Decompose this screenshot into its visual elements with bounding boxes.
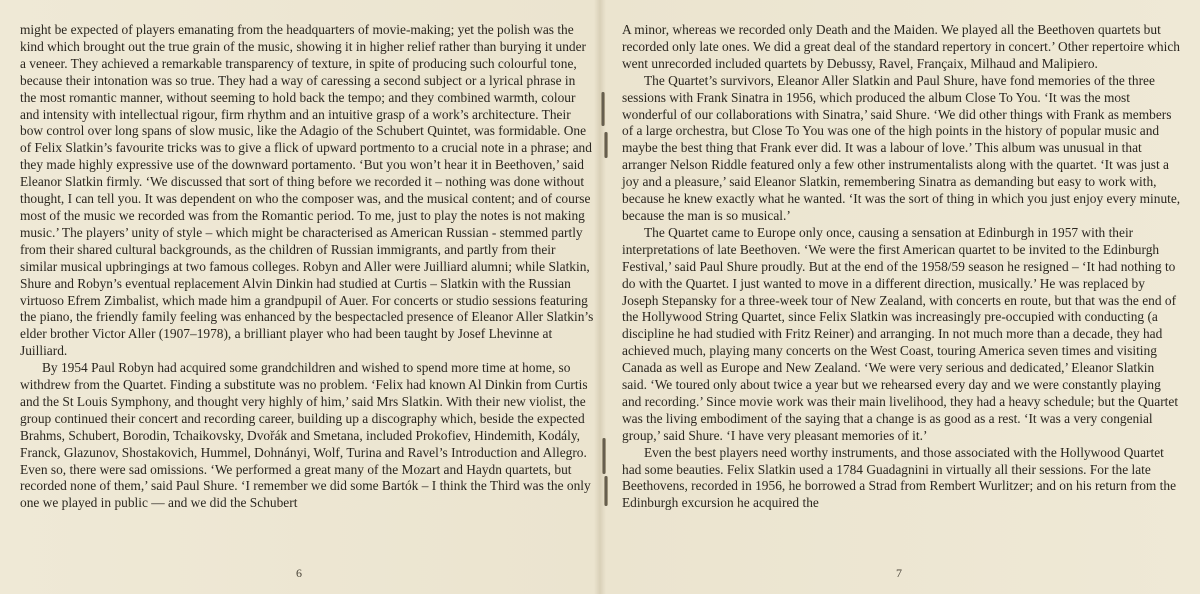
staple-mark <box>604 476 608 506</box>
left-page-text <box>20 22 594 512</box>
paragraph: By 1954 Paul Robyn had acquired some grandchildren and wished to spend more time at home, so withdrew from the Quartet. Finding a substitute was no problem. ‘Felix had known Al Dinkin from Curtis and the St Louis Symphony, and thought very highly of him,’ said Mrs Slatkin. With their new violist, the group continued their concert and recording career, building up a discography which, beside the expected Brahms, Schubert, Borodin, Tchaikovsky, Dvořák and Smetana, included Prokofiev, Hindemith, Kodály, Franck, Glazunov, Shostakovich, Hummel, Dohnányi, Wolf, Turina and Ravel’s Introduction and Allegro. Even so, there were sad omissions. ‘We performed a great many of the Mozart and Haydn quartets, but recorded none of them,’ said Paul Shure. ‘I remember we did some Bartók – I think the Third was the only one we played in public — and we did the Schubert <box>20 360 591 511</box>
right-page <box>600 0 1200 594</box>
page-number: 6 <box>296 566 302 580</box>
staple-mark <box>604 132 608 158</box>
page-number: 7 <box>896 566 902 580</box>
right-page-text <box>622 22 1182 512</box>
paragraph: A minor, whereas we recorded only Death and the Maiden. We played all the Beethoven quartets but recorded only late ones. We did a great deal of the standard repertory in concert.’ Other repertoire which went unrecorded included quartets by Debussy, Ravel, Françaix, Milhaud and Malipiero. <box>622 22 1180 71</box>
paragraph: might be expected of players emanating from the headquarters of movie-making; yet the polish was the kind which brought out the true grain of the music, showing it in higher relief rather than burying it under a veneer. They achieved a remarkable transparency of texture, in spite of producing such colourful tone, because their intonation was so true. They had a way of caressing a second subject or a lyrical phrase in the most romantic manner, without seeming to hold back the tempo; and they combined warmth, colour and intensity with intellectual rigour, firm rhythm and an intuitive grasp of a work’s architecture. Their bow control over long spans of slow music, like the Adagio of the Schubert Quintet, was formidable. One of Felix Slatkin’s favourite tricks was to give a flick of upward portmento to a crucial note in a phrase; and they made highly expressive use of the downward portamento. ‘But you won’t hear it in Beethoven,’ said Eleanor Slatkin firmly. ‘We discussed that sort of thing before we recorded it – nothing was done without thought, I can tell you. It was dependent on who the composer was, and the musical content; and of course most of the music we recorded was from the Romantic period. To me, just to play the notes is not making music.’ The players’ unity of style – which might be characterised as American Russian - stemmed partly from their shared cultural backgrounds, as the children of Russian immigrants, and partly from their similar musical upbringings at two famous colleges. Robyn and Aller were Juilliard alumni; while Slatkin, Shure and Robyn’s eventual replacement Alvin Dinkin had studied at Curtis – Slatkin with the Russian virtuoso Efrem Zimbalist, which made him a grandpupil of Auer. For concerts or studio sessions featuring the piano, the friendly family feeling was enhanced by the bespectacled presence of Eleanor Aller Slatkin’s elder brother Victor Aller (1907–1978), a brilliant player who had been taught by Josef Lhevinne at Juilliard. <box>20 22 594 359</box>
paragraph: The Quartet’s survivors, Eleanor Aller Slatkin and Paul Shure, have fond memories of the three sessions with Frank Sinatra in 1956, which produced the album Close To You. ‘It was the most wonderful of our collaborations with Sinatra,’ said Shure. ‘We did other things with Frank as members of a large orchestra, but Close To You was one of the high points in the history of popular music and maybe the best thing that Frank ever did. It was a labour of love.’ This album was unusual in that arranger Nelson Riddle featured only a few other instrumentalists along with the quartet. ‘It was just a joy and a pleasure,’ said Eleanor Slatkin, remembering Sinatra as demanding but easy to work with, because he knew exactly what he wanted. ‘It was the sort of thing in which you just enjoy every minute, because the man is so musical.’ <box>622 72 1181 223</box>
paragraph: The Quartet came to Europe only once, causing a sensation at Edinburgh in 1957 with their interpretations of late Beethoven. ‘We were the first American quartet to be invited to the Edinburgh Festival,’ said Paul Shure proudly. But at the end of the 1958/59 season he resigned – ‘It had nothing to do with the Quartet. I just wanted to move in a different direction, musically.’ He was replaced by Joseph Stepansky for a three-week tour of New Zealand, with concerts en route, but that was the end of the Hollywood String Quartet, since Felix Slatkin was increasingly pre-occupied with conducting (a discipline he had studied with Fritz Reiner) and arranging. In not much more than a decade, they had achieved much, playing many concerts on the West Coast, touring America seven times and visiting Canada as well as Europe and New Zealand. ‘We were very serious and dedicated,’ Eleanor Slatkin said. ‘We toured only about twice a year but we rehearsed every day and we were constantly playing and recording.’ Since movie work was their main livelihood, they had a heavy schedule; but the Quartet was the living embodiment of the saying that a change is as good as a rest. ‘It was a very congenial group,’ said Shure. ‘I have very pleasant memories of it.’ <box>622 224 1179 443</box>
paragraph: Even the best players need worthy instruments, and those associated with the Hollywood Quartet had some beauties. Felix Slatkin used a 1784 Guadagnini in virtually all their sessions. For the late Beethovens, recorded in 1956, he borrowed a Strad from Rembert Wurlitzer; and on his return from the Edinburgh excursion he acquired the <box>622 444 1177 511</box>
staple-mark <box>602 438 606 474</box>
staple-mark <box>601 92 605 126</box>
